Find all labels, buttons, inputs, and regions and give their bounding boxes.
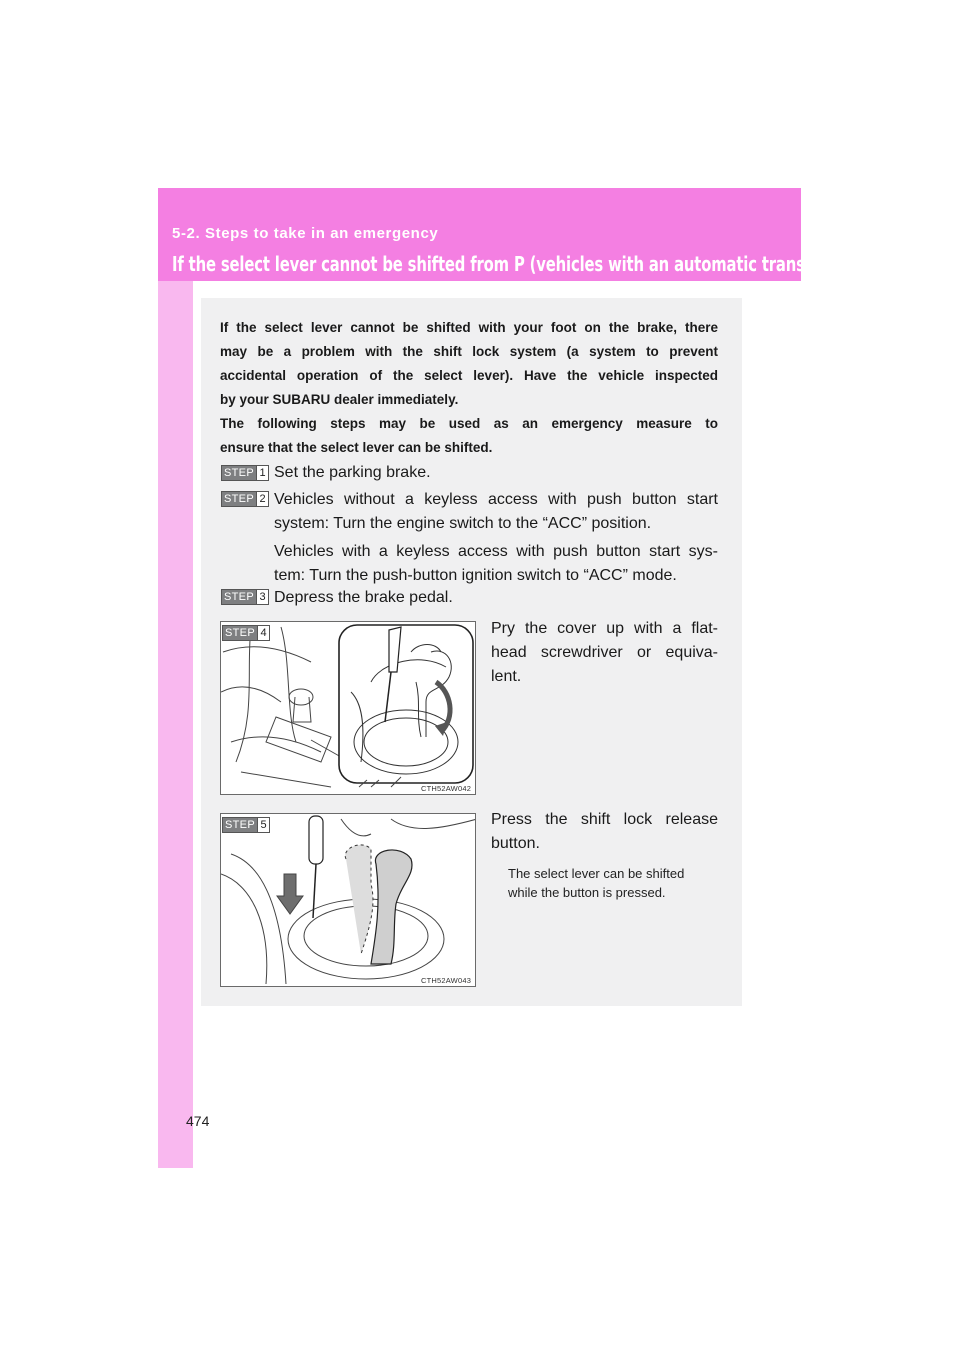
step-number: 4: [257, 626, 269, 640]
intro-line: may be a problem with the shift lock system (a system to prevent: [220, 344, 718, 359]
step-badge-2: [221, 491, 269, 507]
step-4-text: lent.: [491, 668, 522, 685]
page-heading: If the select lever cannot be shifted from P (vehicles with an automatic transmission): [172, 252, 875, 276]
side-tab-strip: [158, 188, 193, 1168]
step-5-note: while the button is pressed.: [508, 885, 666, 900]
figure-drawing: [221, 814, 476, 987]
step-label: STEP: [222, 590, 256, 604]
step-2-text: system: Turn the engine switch to the “ACC” position.: [274, 515, 652, 532]
step-2-text: Vehicles with a keyless access with push button start sys-: [274, 543, 718, 560]
intro-line: If the select lever cannot be shifted with your foot on the brake, there: [220, 320, 718, 335]
intro-line: by your SUBARU dealer immediately.: [220, 392, 459, 407]
step-label: STEP: [223, 818, 257, 832]
step-label: STEP: [222, 492, 256, 506]
step-number: 3: [256, 590, 268, 604]
step-4-text: Pry the cover up with a flat-: [491, 620, 718, 637]
step-3-text: Depress the brake pedal.: [274, 589, 453, 606]
shift-lock-release-illustration: [220, 813, 476, 987]
step-number: 5: [257, 818, 269, 832]
section-title: 5-2. Steps to take in an emergency: [172, 225, 439, 242]
step-5-note: The select lever can be shifted: [508, 866, 685, 881]
step-badge-5: [222, 817, 270, 833]
page-number: 474: [186, 1113, 210, 1129]
step-badge-1: [221, 465, 269, 481]
intro-line: accidental operation of the select lever). Have the vehicle inspected: [220, 368, 718, 383]
step-4-text: head screwdriver or equiva-: [491, 644, 718, 661]
figure-code: CTH52AW043: [421, 976, 472, 985]
step-number: 1: [256, 466, 268, 480]
shift-lever-cover-illustration: [220, 621, 476, 795]
step-2-text: tem: Turn the push-button ignition switch to “ACC” mode.: [274, 567, 677, 584]
step-5-text: button.: [491, 835, 540, 852]
step-label: STEP: [222, 466, 256, 480]
intro-line: ensure that the select lever can be shifted.: [220, 440, 493, 455]
step-2-text: Vehicles without a keyless access with push button start: [274, 491, 718, 508]
step-badge-4: [222, 625, 270, 641]
figure-drawing: [221, 622, 476, 795]
figure-code: CTH52AW042: [421, 784, 472, 793]
step-5-text: Press the shift lock release: [491, 811, 718, 828]
step-number: 2: [256, 492, 268, 506]
step-label: STEP: [223, 626, 257, 640]
step-badge-3: [221, 589, 269, 605]
step-1-text: Set the parking brake.: [274, 464, 431, 481]
intro-line: The following steps may be used as an emergency measure to: [220, 416, 718, 431]
